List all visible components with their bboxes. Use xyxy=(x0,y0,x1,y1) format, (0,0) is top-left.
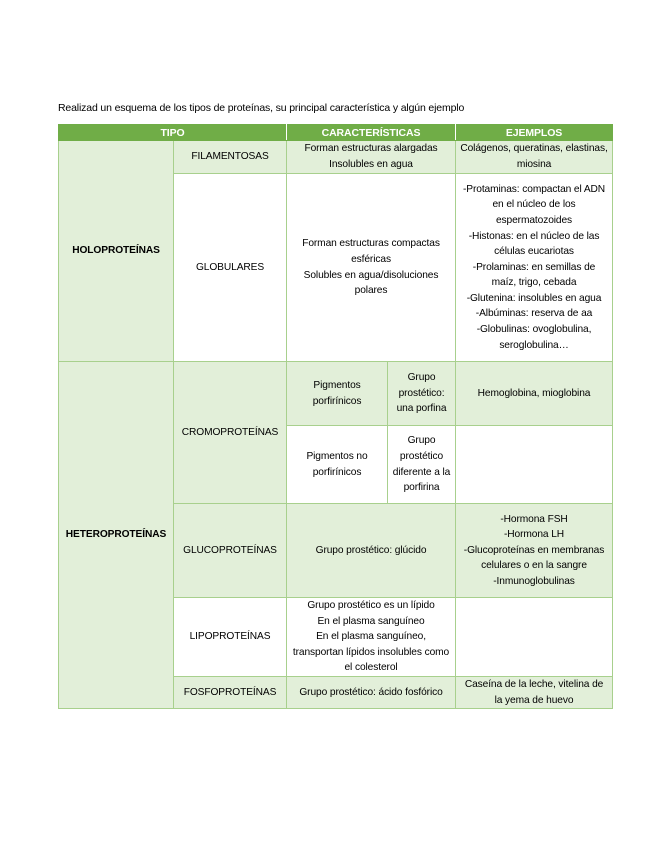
porfirinicos-grupo: Grupo prostético: una porfina xyxy=(388,362,456,426)
globulares-ejemplo: -Globulinas: ovoglobulina, seroglobulina… xyxy=(476,324,592,351)
protein-types-table xyxy=(58,124,613,709)
type-filamentosas: FILAMENTOSAS xyxy=(174,141,287,174)
globulares-ejemplo: -Glutenina: insolubles en agua xyxy=(466,292,602,304)
type-glucoproteinas: GLUCOPROTEÍNAS xyxy=(174,504,287,598)
glucoproteinas-ejemplo: -Glucoproteínas en membranas celulares o en la sangre xyxy=(463,544,605,572)
glucoproteinas-ejemplo: -Hormona FSH xyxy=(500,513,568,525)
type-fosfoproteinas: FOSFOPROTEÍNAS xyxy=(174,677,287,709)
lipoproteinas-car1: Grupo prostético es un lípido xyxy=(307,600,435,612)
globulares-ejemplos xyxy=(456,174,613,362)
glucoproteinas-ejemplo: -Hormona LH xyxy=(503,529,565,541)
type-globulares: GLOBULARES xyxy=(174,174,287,362)
globulares-ejemplo: -Histonas: en el núcleo de las células eucariotas xyxy=(468,230,600,258)
pigmentos-no-porfirinicos: Pigmentos no porfirínicos xyxy=(287,426,388,504)
filamentosas-ejemplos: Colágenos, queratinas, elastinas, miosina xyxy=(456,141,613,174)
header-tipo: TIPO xyxy=(59,125,287,141)
glucoproteinas-ejemplo: -Inmunoglobulinas xyxy=(493,575,575,587)
pigmentos-porfirinicos: Pigmentos porfirínicos xyxy=(287,362,388,426)
lipoproteinas-ejemplos xyxy=(456,598,613,677)
lipoproteinas-caracteristicas xyxy=(287,598,456,677)
lipoproteinas-car3: En el plasma sanguíneo, transportan lípidos insolubles como el colesterol xyxy=(292,631,450,674)
instruction-text: Realizad un esquema de los tipos de proteínas, su principal característica y algún ejemplo xyxy=(58,102,465,114)
globulares-ejemplo: -Protaminas: compactan el ADN en el núcleo de los espermatozoides xyxy=(462,183,606,226)
row-filamentosas xyxy=(59,141,613,174)
row-cromoproteinas-porfirinicos xyxy=(59,362,613,426)
type-cromoproteinas: CROMOPROTEÍNAS xyxy=(174,362,287,504)
fosfoproteinas-ejemplos: Caseína de la leche, vitelina de la yema de huevo xyxy=(456,677,613,709)
glucoproteinas-ejemplos xyxy=(456,504,613,598)
glucoproteinas-caracteristicas: Grupo prostético: glúcido xyxy=(287,504,456,598)
filamentosas-car1: Forman estructuras alargadas xyxy=(304,143,438,155)
header-row xyxy=(59,125,613,141)
fosfoproteinas-caracteristicas: Grupo prostético: ácido fosfórico xyxy=(287,677,456,709)
header-caracteristicas: CARACTERÍSTICAS xyxy=(287,125,456,141)
type-lipoproteinas: LIPOPROTEÍNAS xyxy=(174,598,287,677)
no-porfirinicos-ejemplos xyxy=(456,426,613,504)
category-heteroproteinas: HETEROPROTEÍNAS xyxy=(59,362,174,709)
globulares-car1: Forman estructuras compactas esféricas xyxy=(302,238,440,265)
filamentosas-car2: Insolubles en agua xyxy=(329,159,413,170)
no-porfirinicos-grupo: Grupo prostético diferente a la porfirina xyxy=(388,426,456,504)
porfirinicos-ejemplos: Hemoglobina, mioglobina xyxy=(456,362,613,426)
globulares-ejemplo: -Albúminas: reserva de aa xyxy=(475,308,593,320)
lipoproteinas-car2: En el plasma sanguíneo xyxy=(317,615,425,627)
filamentosas-caracteristicas xyxy=(287,141,456,174)
globulares-ejemplo: -Prolaminas: en semillas de maíz, trigo, cebada xyxy=(472,261,596,289)
category-holoproteinas: HOLOPROTEÍNAS xyxy=(59,141,174,362)
globulares-caracteristicas xyxy=(287,174,456,362)
globulares-car2: Solubles en agua/disoluciones polares xyxy=(303,269,439,297)
header-ejemplos: EJEMPLOS xyxy=(456,125,613,141)
